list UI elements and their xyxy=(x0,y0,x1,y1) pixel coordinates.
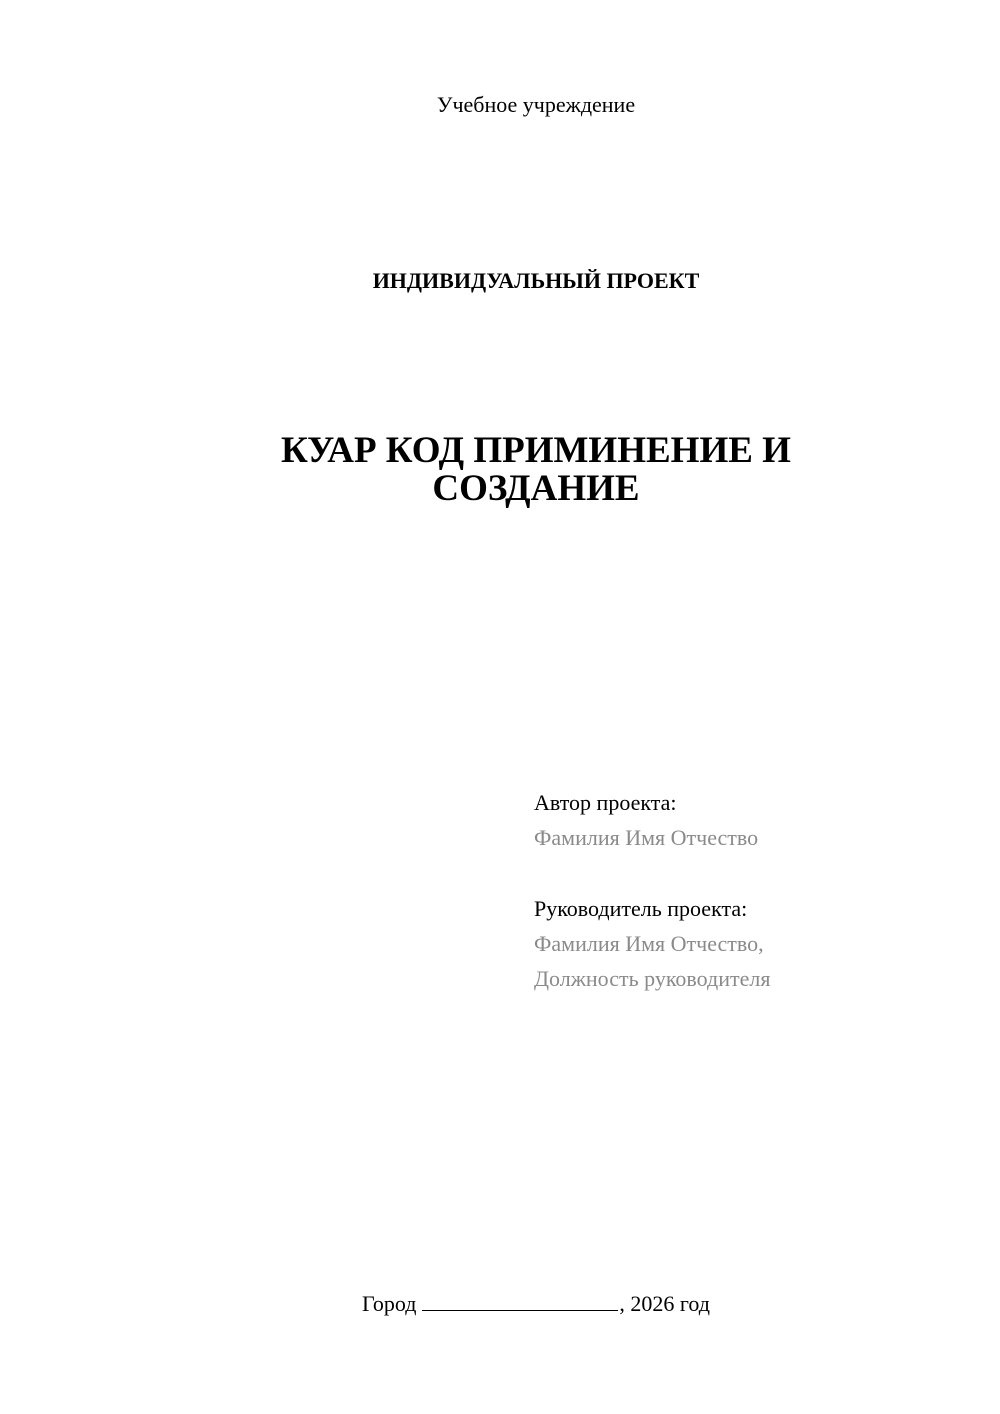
year-text: , 2026 год xyxy=(619,1291,710,1316)
author-label: Автор проекта: xyxy=(534,790,677,815)
project-title-line-1: КУАР КОД ПРИМИНЕНИЕ И xyxy=(281,430,791,471)
institution-name: Учебное учреждение xyxy=(436,92,636,117)
credits-block xyxy=(534,785,974,996)
author-name: Фамилия Имя Отчество xyxy=(534,825,759,850)
footer-city-year xyxy=(0,1288,1000,1320)
city-blank-line xyxy=(422,1292,618,1311)
project-type-heading: ИНДИВИДУАЛЬНЫЙ ПРОЕКТ xyxy=(372,268,700,293)
supervisor-label: Руководитель проекта: xyxy=(534,896,748,921)
city-label: Город xyxy=(362,1291,417,1316)
project-title xyxy=(0,432,1000,508)
project-title-line-2: СОЗДАНИЕ xyxy=(432,468,640,509)
credits-spacer xyxy=(534,855,974,891)
supervisor-name: Фамилия Имя Отчество, xyxy=(534,931,764,956)
supervisor-position: Должность руководителя xyxy=(534,966,771,991)
